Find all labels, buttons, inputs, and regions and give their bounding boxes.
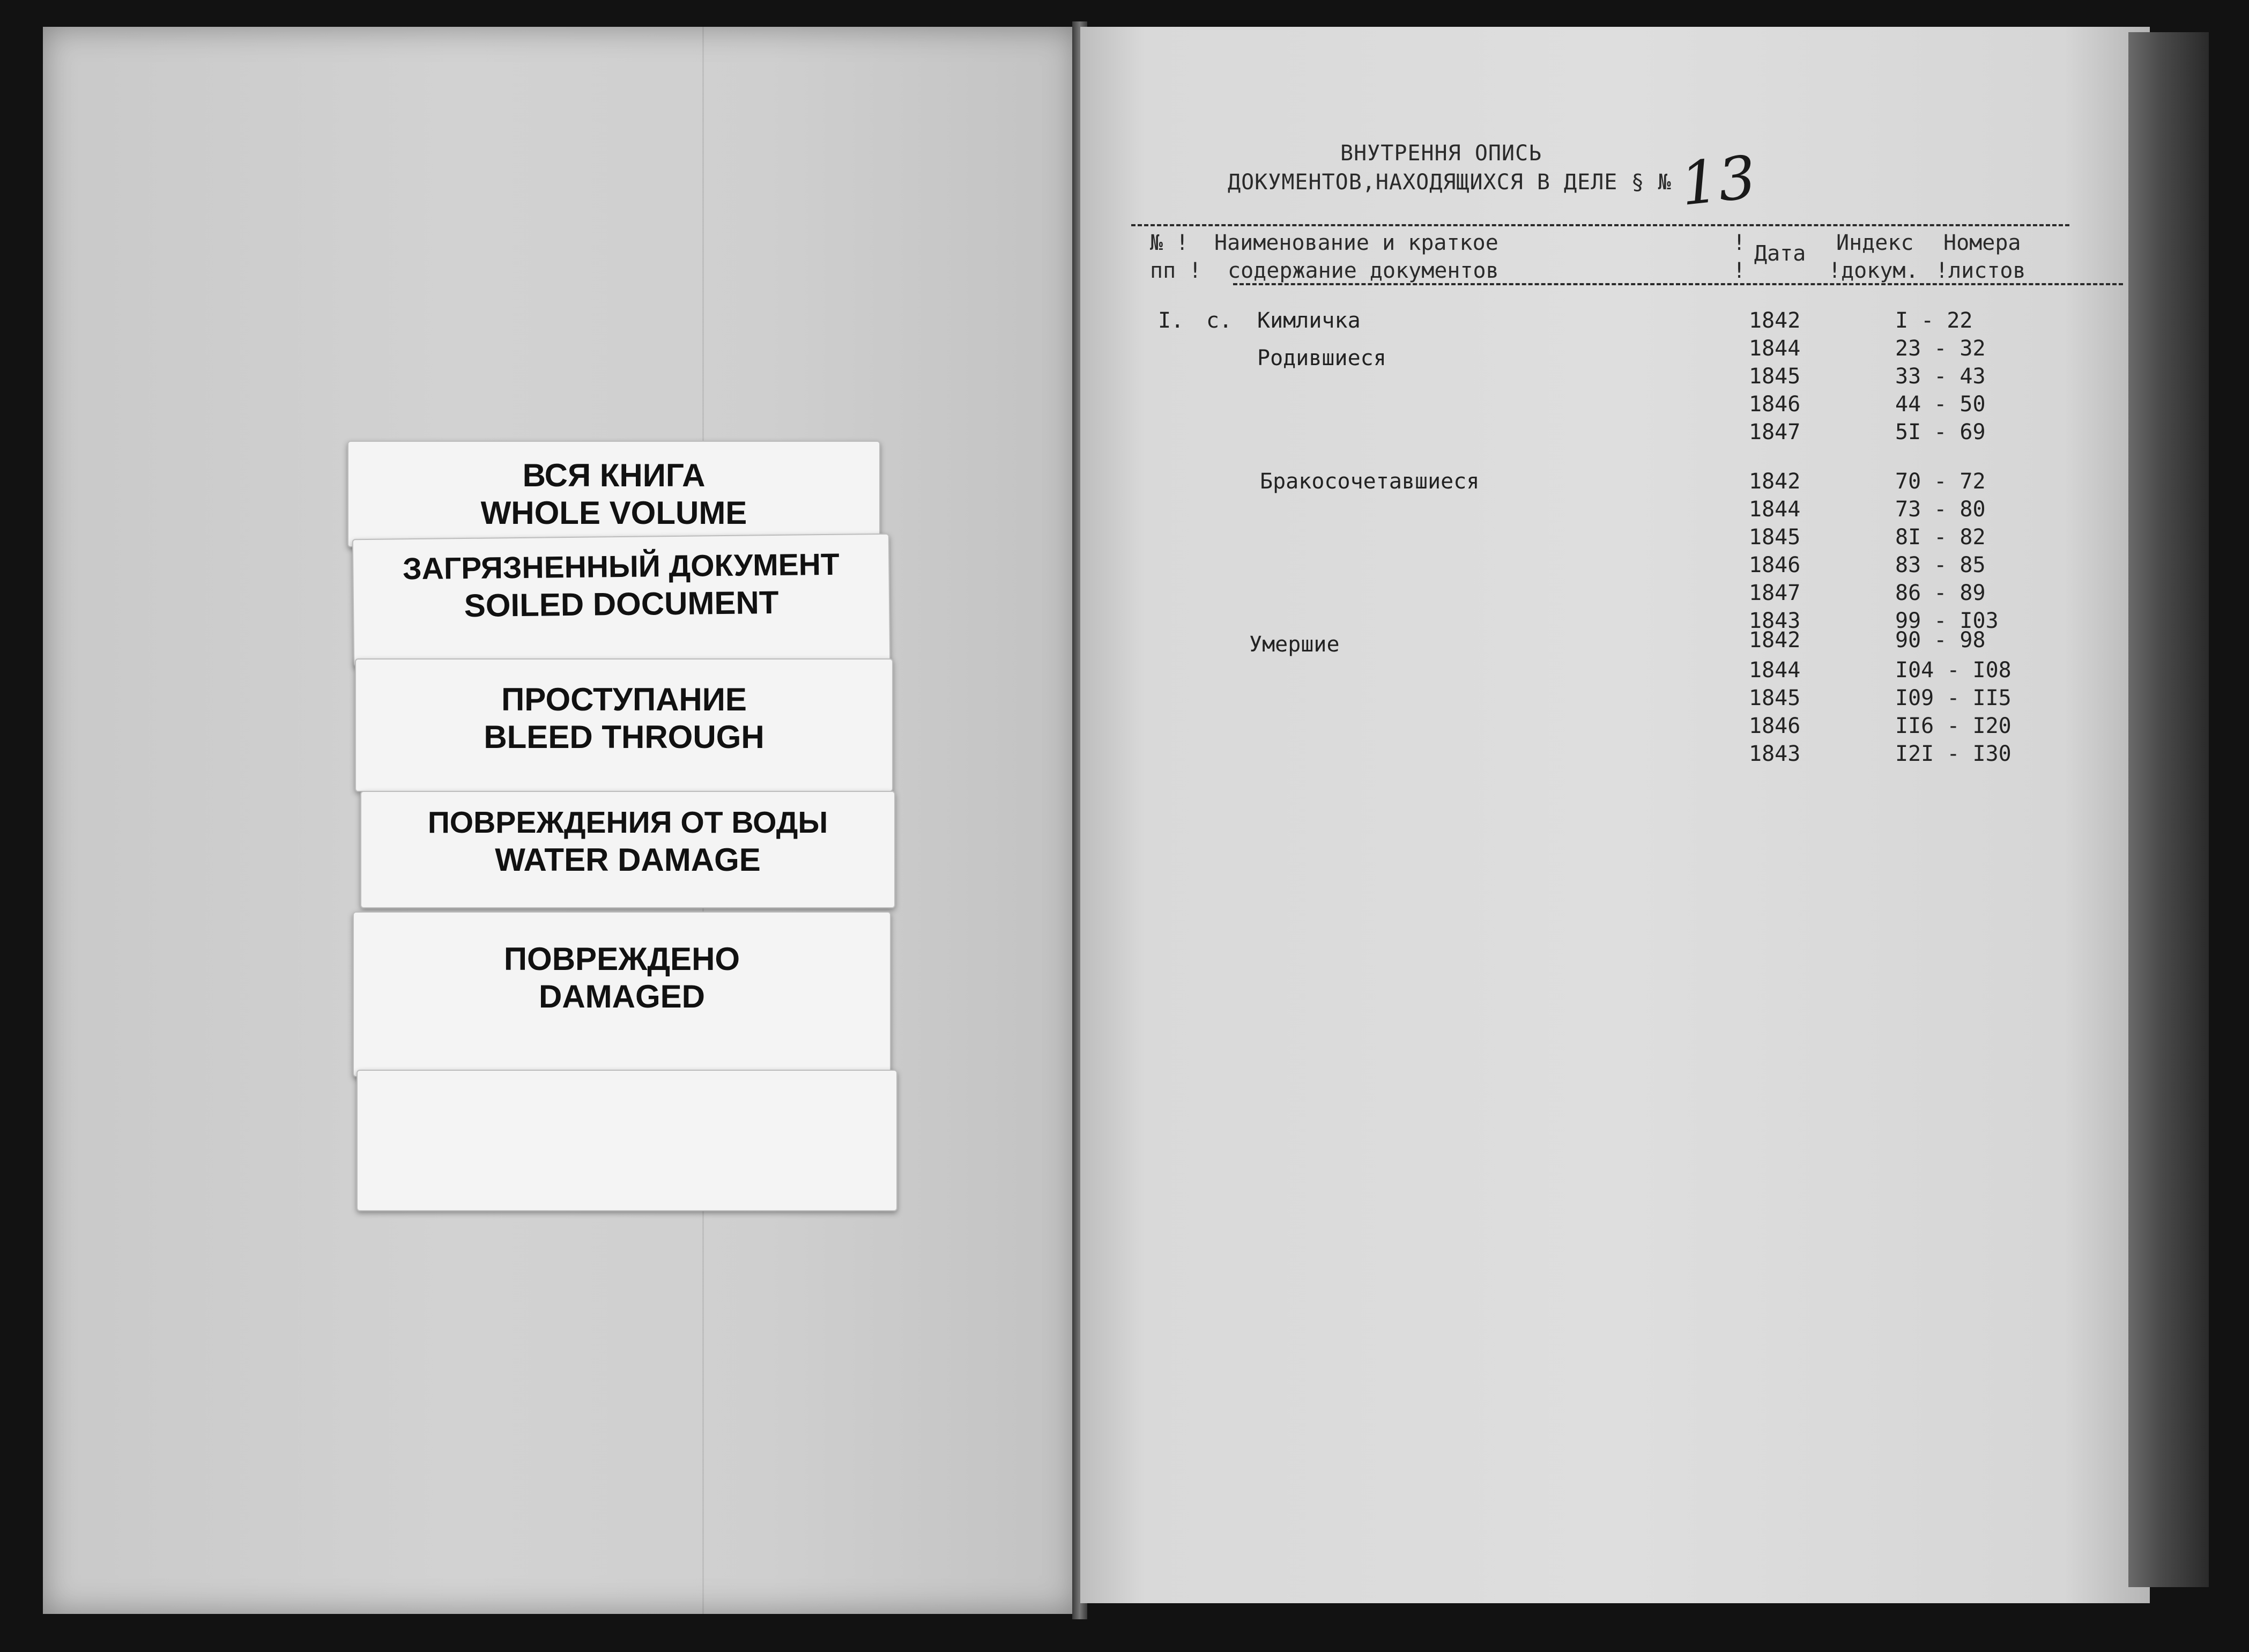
label-ru-text: ПРОСТУПАНИЕ — [501, 681, 747, 717]
row-sheets: I09 - II5 — [1895, 686, 2012, 710]
row-sheets: I2I - I30 — [1895, 742, 2012, 766]
row-year: 1844 — [1749, 658, 1801, 683]
category-marriages: Бракосочетавшиеся — [1260, 469, 1480, 494]
header-bottom-rule — [1233, 283, 2123, 285]
row-sheets: 44 - 50 — [1895, 392, 1986, 417]
header-num-2: пп ! — [1150, 258, 1202, 283]
label-damaged — [353, 912, 891, 1077]
header-index-1: Индекс — [1836, 231, 1914, 255]
row-year: 1846 — [1749, 553, 1801, 577]
row-year: 1847 — [1749, 581, 1801, 605]
row-sheets: 70 - 72 — [1895, 469, 1986, 494]
village-name: Кимличка — [1257, 308, 1361, 333]
row-year: 1843 — [1749, 742, 1801, 766]
label-en-text: BLEED THROUGH — [484, 719, 764, 755]
row-year: 1847 — [1749, 420, 1801, 445]
row-sheets: 5I - 69 — [1895, 420, 1986, 445]
row-year: 1845 — [1749, 364, 1801, 389]
row-sheets: 99 - I03 — [1895, 609, 1999, 633]
inventory-title: ВНУТРЕННЯ ОПИСЬ — [1340, 141, 1542, 166]
row-sheets: 90 - 98 — [1895, 628, 1986, 653]
label-ru-text: ПОВРЕЖДЕНО — [503, 941, 740, 977]
category-births: Родившиеся — [1257, 346, 1386, 371]
label-en-text: WATER DAMAGE — [495, 842, 761, 878]
header-sheets-1: Номера — [1943, 231, 2021, 255]
entry-number: I. — [1158, 308, 1184, 333]
label-en-text: SOILED DOCUMENT — [464, 584, 779, 624]
label-bleed-through — [355, 658, 893, 792]
case-number: 13 — [1677, 143, 1760, 219]
row-year: 1842 — [1749, 628, 1801, 653]
header-sheets-2: !листов — [1935, 258, 2026, 283]
label-whole-volume — [347, 441, 880, 547]
header-name-1: Наименование и краткое — [1214, 231, 1498, 255]
header-name-2: содержание документов — [1228, 258, 1499, 283]
row-year: 1844 — [1749, 336, 1801, 361]
row-sheets: 8I - 82 — [1895, 525, 1986, 550]
category-deaths: Умершие — [1249, 632, 1340, 657]
row-year: 1843 — [1749, 609, 1801, 633]
row-sheets: I04 - I08 — [1895, 658, 2012, 683]
page-edges — [2128, 32, 2209, 1587]
row-sheets: 33 - 43 — [1895, 364, 1986, 389]
row-year: 1846 — [1749, 392, 1801, 417]
row-sheets: 83 - 85 — [1895, 553, 1986, 577]
label-blank — [357, 1070, 897, 1211]
label-ru-text: ВСЯ КНИГА — [522, 457, 706, 493]
row-sheets: II6 - I20 — [1895, 714, 2012, 738]
row-sheets: I - 22 — [1895, 308, 1973, 333]
label-en-text: DAMAGED — [539, 979, 705, 1014]
row-year: 1842 — [1749, 469, 1801, 494]
label-ru-text: ПОВРЕЖДЕНИЯ ОТ ВОДЫ — [427, 805, 828, 840]
row-year: 1845 — [1749, 686, 1801, 710]
header-index-2: !докум. — [1828, 258, 1919, 283]
row-year: 1842 — [1749, 308, 1801, 333]
row-sheets: 23 - 32 — [1895, 336, 1986, 361]
label-soiled-document — [352, 534, 890, 667]
row-year: 1845 — [1749, 525, 1801, 550]
row-year: 1844 — [1749, 497, 1801, 522]
header-date: Дата — [1754, 241, 1806, 266]
row-year: 1846 — [1749, 714, 1801, 738]
header-top-rule — [1131, 224, 2069, 226]
label-ru-text: ЗАГРЯЗНЕННЫЙ ДОКУМЕНТ — [402, 547, 840, 587]
header-bang-2: ! — [1733, 258, 1746, 283]
label-en-text: WHOLE VOLUME — [480, 495, 747, 531]
row-sheets: 73 - 80 — [1895, 497, 1986, 522]
inventory-subtitle: ДОКУМЕНТОВ,НАХОДЯЩИХСЯ В ДЕЛЕ § № — [1228, 170, 1672, 195]
header-bang-1: ! — [1733, 231, 1746, 255]
header-num-1: № ! — [1150, 231, 1189, 255]
row-sheets: 86 - 89 — [1895, 581, 1986, 605]
label-water-damage — [360, 791, 895, 908]
entry-prefix: с. — [1206, 308, 1233, 333]
